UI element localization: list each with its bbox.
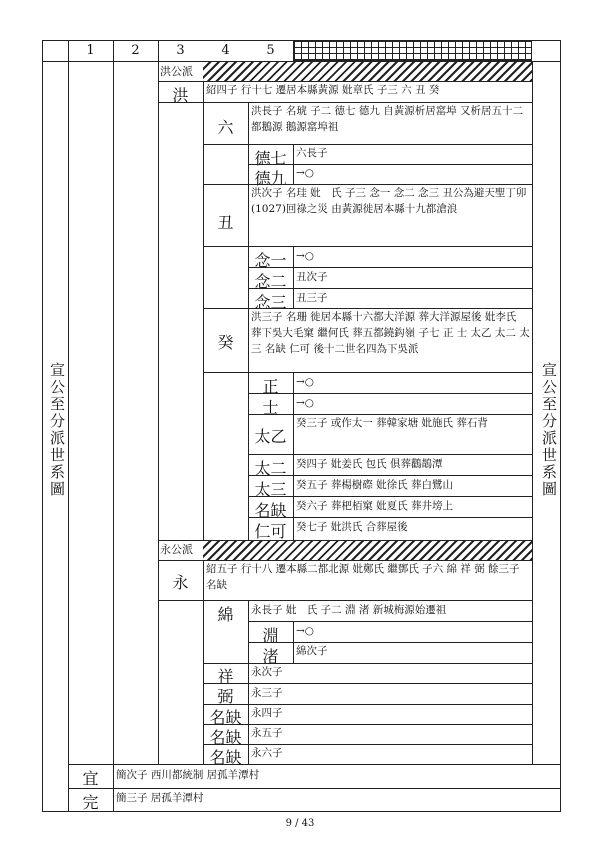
zheng-text: →○ [296, 376, 314, 388]
hong-vline [203, 81, 204, 102]
col4-line-a [203, 102, 204, 540]
renke-name: 仁可 [254, 522, 287, 541]
yong-name: 永 [172, 573, 189, 592]
yuan-text: →○ [296, 625, 314, 637]
gui-name: 癸 [217, 333, 234, 352]
mq4-text: 永六子 [251, 747, 283, 759]
hong-text: 紹四子 行十七 遷居本縣黃源 妣章氏 子三 六 丑 癸 [206, 84, 440, 96]
nianyi-text: →○ [296, 250, 314, 262]
line-372 [203, 372, 532, 373]
nianer-name: 念二 [254, 272, 287, 291]
yong-vline [203, 560, 204, 600]
col-header-4: 4 [221, 43, 230, 58]
yi-name: 宜 [82, 769, 99, 788]
chou-vline [248, 184, 249, 246]
bi-name: 弼 [217, 687, 234, 706]
mq2-name: 名缺 [209, 708, 242, 727]
zhu-text: 綿次子 [296, 645, 328, 657]
wan-text: 簡三子 居孤羊潭村 [116, 792, 204, 804]
col-header-3: 3 [176, 43, 185, 58]
mian-name: 綿 [217, 605, 234, 624]
liu-vline [248, 102, 249, 144]
col-header-1: 1 [86, 43, 95, 58]
deqi-name: 德七 [254, 149, 287, 168]
col3-line [158, 40, 159, 764]
hong-branch-hatch [203, 62, 532, 81]
yong-text: 紹五子 行十八 遷本縣二都北源 妣鄭氏 繼鄧氏 子六 綿 祥 弼 餘三子名缺 [206, 563, 520, 591]
mian-text: 永長子 妣 氏 子二 淵 渚 新城梅源始遷祖 [251, 604, 447, 616]
hong-name: 洪 [172, 86, 189, 105]
line-475 [248, 475, 532, 476]
line-517 [248, 517, 532, 518]
taiyi-text: 癸三子 或作太一 葬韓家塘 妣施氏 葬石背 [296, 417, 488, 429]
mq3-name: 名缺 [209, 728, 242, 747]
col2-line [113, 40, 114, 812]
niansan-name: 念三 [254, 293, 287, 312]
col-header-2: 2 [131, 43, 140, 58]
bi-text: 永三子 [251, 687, 283, 699]
hong-branch-label: 洪公派 [160, 65, 193, 78]
yong-branch-label: 永公派 [160, 543, 193, 556]
line-642 [248, 642, 532, 643]
line-267 [248, 267, 532, 268]
mingque1-text: 癸六子 葬杷栢窠 妣夏氏 葬井塝上 [296, 500, 454, 512]
mq3-text: 永五子 [251, 727, 283, 739]
header-grid-pattern [293, 40, 532, 61]
dejiu-text: →○ [296, 167, 314, 179]
liu-name: 六 [217, 118, 234, 137]
chou-name: 丑 [217, 213, 234, 232]
line-600 [158, 600, 532, 601]
right-side-title: 宣公至分派世系圖 [540, 362, 558, 498]
taier-name: 太二 [254, 459, 287, 478]
nianer-text: 丑次子 [296, 271, 328, 283]
chou-text: 洪次子 名珪 妣 氏 子三 念一 念二 念三 丑公為避天聖丁卯(1027)回祿之災 由黃源徙居本縣十九都滄浪 [251, 187, 527, 215]
dejiu-name: 德九 [254, 169, 287, 188]
xiang-text: 永次子 [251, 666, 283, 678]
gui-text: 洪三子 名珊 徙居本縣十六都大洋源 葬大洋源屋後 妣李氏 葬下吳大毛窠 繼何氏 葬五都鐃鈎嶺 子七 正 士 太乙 太二 太三 名缺 仁可 後十二世名四為下吳派 [251, 311, 530, 355]
gui-vline [248, 308, 249, 372]
yuan-name: 淵 [262, 626, 279, 645]
mq2-text: 永四子 [251, 707, 283, 719]
shi-text: →○ [296, 397, 314, 409]
mq4-name: 名缺 [209, 748, 242, 767]
taier-text: 癸四子 妣姜氏 包氏 俱葬鸛鵲潭 [296, 458, 443, 470]
line-288 [248, 288, 532, 289]
line-454 [248, 454, 532, 455]
yi-text: 簡次子 西川都統制 居孤羊潭村 [116, 769, 260, 781]
zhu-name: 渚 [262, 647, 279, 666]
line-164 [248, 164, 532, 165]
taisan-name: 太三 [254, 480, 287, 499]
zheng-name: 正 [262, 377, 279, 396]
mingque1-name: 名缺 [254, 501, 287, 520]
page-number: 9 / 43 [285, 818, 315, 829]
left-col-line [68, 40, 69, 812]
line-496 [248, 496, 532, 497]
shi-name: 士 [262, 398, 279, 417]
line-764 [68, 764, 561, 765]
renke-text: 癸七子 妣洪氏 合葬屋後 [296, 521, 408, 533]
taisan-text: 癸五子 葬楊樹磜 妣徐氏 葬白鷺山 [296, 479, 454, 491]
col6-line-b [293, 246, 294, 308]
line-144 [203, 144, 532, 145]
line-683 [203, 683, 532, 684]
xiang-name: 祥 [217, 667, 234, 686]
left-side-title: 宣公至分派世系圖 [48, 362, 66, 498]
line-788 [68, 788, 561, 789]
wan-name: 完 [82, 793, 99, 812]
yong-branch-hatch [203, 541, 532, 560]
line-621 [248, 621, 532, 622]
line-246 [203, 246, 532, 247]
liu-text: 洪長子 名琥 子二 德七 德九 自黃源析居窰埠 又析居五十二都鵝源 鵝源窰埠祖 [251, 105, 524, 133]
nianyi-name: 念一 [254, 251, 287, 270]
col6-line-c [293, 372, 294, 540]
col-header-5: 5 [266, 43, 275, 58]
deqi-text: 六長子 [296, 147, 328, 159]
line-393 [248, 393, 532, 394]
taiyi-name: 太乙 [254, 427, 287, 446]
niansan-text: 丑三子 [296, 292, 328, 304]
